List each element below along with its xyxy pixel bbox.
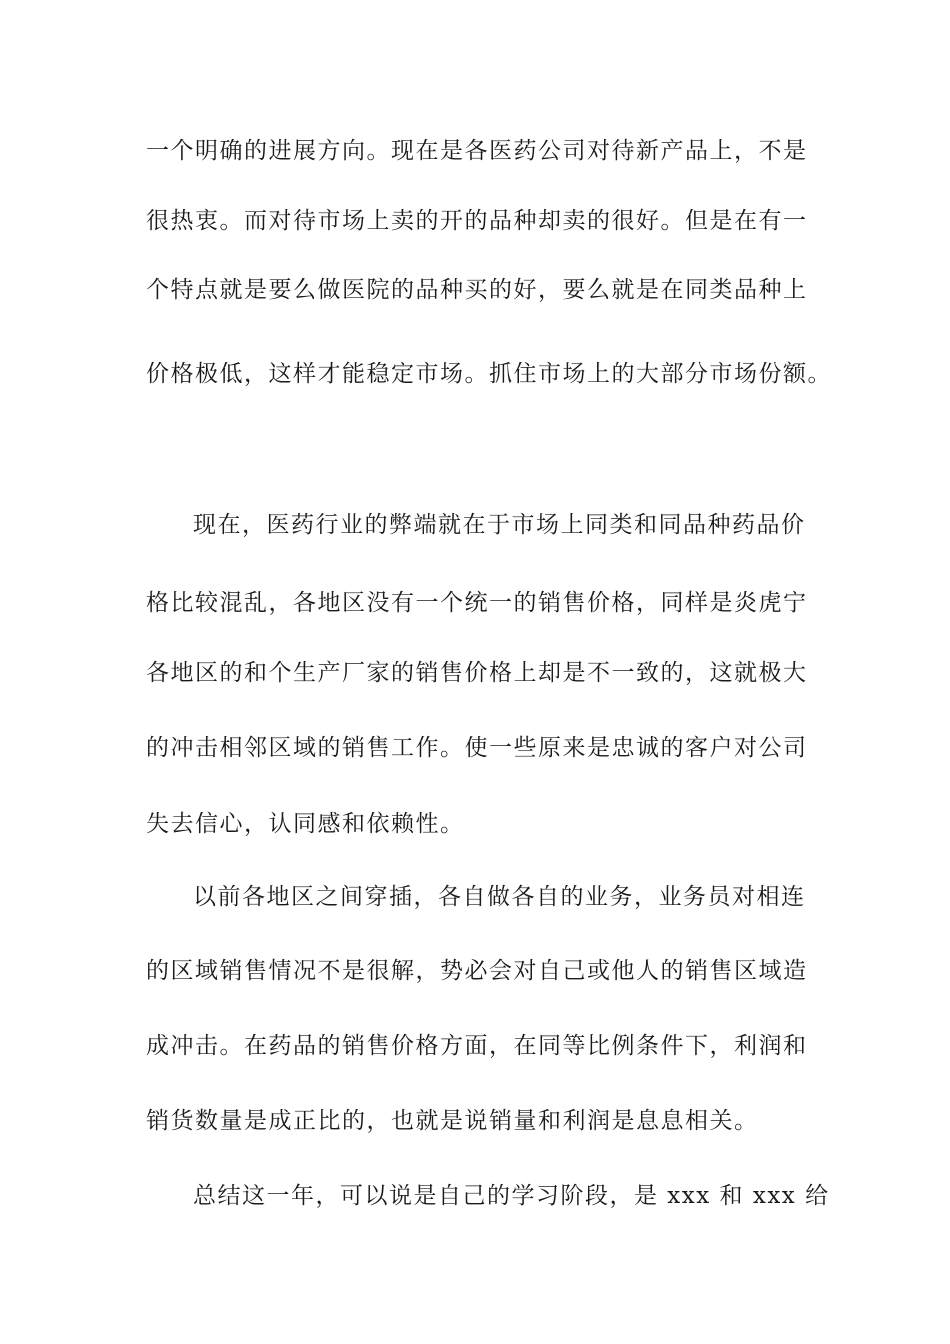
text-line: 各地区的和个生产厂家的销售价格上却是不一致的，这就极大: [146, 660, 808, 686]
text-line: 很热衷。而对待市场上卖的开的品种却卖的很好。但是在有一: [146, 208, 808, 234]
text-line: 销货数量是成正比的，也就是说销量和利润是息息相关。: [146, 1108, 759, 1134]
paragraph-first-line: 现在，医药行业的弊端就在于市场上同类和同品种药品价: [193, 512, 806, 538]
text-line: 的区域销售情况不是很解，势必会对自己或他人的销售区域造: [146, 958, 808, 984]
text-line: 一个明确的进展方向。现在是各医药公司对待新产品上，不是: [146, 138, 808, 164]
text-line: 失去信心，认同感和依赖性。: [146, 811, 465, 837]
text-line: 的冲击相邻区域的销售工作。使一些原来是忠诚的客户对公司: [146, 735, 808, 761]
text-line: 格比较混乱，各地区没有一个统一的销售价格，同样是炎虎宁: [146, 590, 808, 616]
paragraph-first-line: 总结这一年，可以说是自己的学习阶段，是 xxx 和 xxx 给: [193, 1183, 830, 1209]
text-line: 价格极低，这样才能稳定市场。抓住市场上的大部分市场份额。: [146, 361, 832, 387]
paragraph-first-line: 以前各地区之间穿插，各自做各自的业务，业务员对相连: [193, 884, 806, 910]
text-line: 个特点就是要么做医院的品种买的好，要么就是在同类品种上: [146, 277, 808, 303]
text-line: 成冲击。在药品的销售价格方面，在同等比例条件下，利润和: [146, 1033, 808, 1059]
